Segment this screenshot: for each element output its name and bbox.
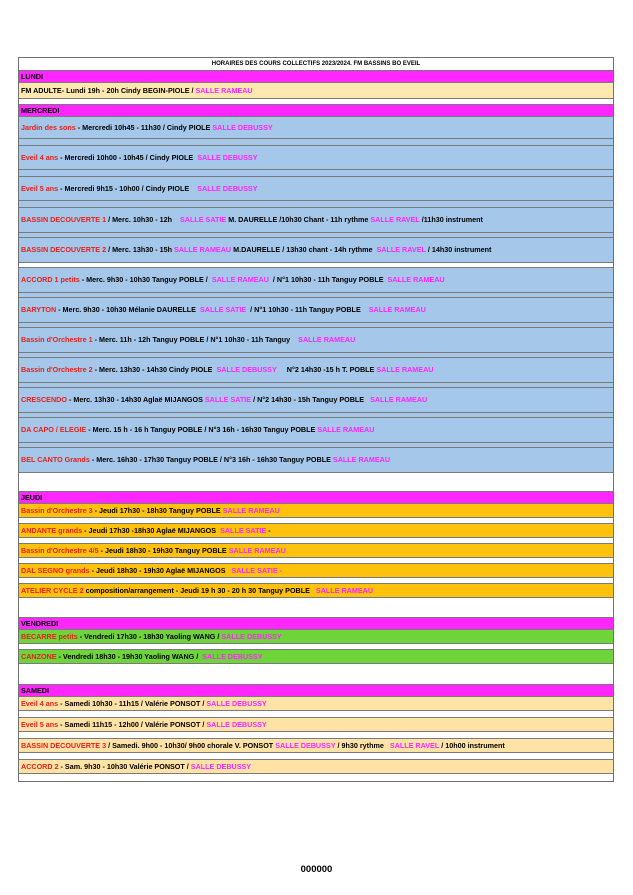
course-details: M.DAURELLE / 13h30 chant - 14h rythme: [233, 245, 373, 255]
course-name: BECARRE petits: [21, 631, 78, 641]
course-details: - Mercredi 9h15 - 10h00 / Cindy PIOLE: [60, 183, 190, 193]
room-label: SALLE RAMEAU: [174, 245, 232, 255]
schedule-table: [18, 57, 614, 782]
room-label: SALLE DEBUSSY: [212, 122, 273, 132]
spacer-row: [19, 473, 613, 492]
course-details: - Mercredi 10h45 - 11h30 / Cindy PIOLE: [77, 122, 211, 132]
day-label: SAMEDI: [21, 685, 49, 695]
course-name: Eveil 4 ans: [21, 152, 59, 162]
spacer-row: [19, 774, 613, 781]
course-row-andante-grands: [19, 524, 613, 538]
course-row-bassin-decouverte-2: [19, 238, 613, 263]
room-label: SALLE SATIE: [204, 395, 252, 405]
course-name: BASSIN DECOUVERTE 2: [21, 245, 107, 255]
course-name: BARYTON: [21, 305, 57, 315]
course-details: - Samedi 10h30 - 11h15 / Valérie PONSOT /: [60, 698, 205, 708]
day-label: LUNDI: [21, 71, 43, 81]
course-row-atelier-cycle-2: [19, 584, 613, 598]
course-row-bassin-orchestre-3: [19, 504, 613, 518]
spacer-row: [19, 201, 613, 208]
room-label: SALLE DEBUSSY: [206, 719, 267, 729]
day-label: VENDREDI: [21, 618, 59, 628]
room-label: SALLE DEBUSSY: [221, 631, 282, 641]
course-details: / N°1 10h30 - 11h Tanguy POBLE: [250, 305, 361, 315]
room-label: SALLE DEBUSSY: [216, 365, 277, 375]
course-row-canzone: [19, 650, 613, 664]
course-name: Bassin d'Orchestre 1: [21, 335, 93, 345]
course-name: DA CAPO / ELEGIE: [21, 425, 87, 435]
spacer-row: [19, 664, 613, 685]
day-header-mercredi: [19, 105, 613, 117]
course-name: Eveil 4 ans: [21, 698, 59, 708]
course-name: Bassin d'Orchestre 3: [21, 505, 93, 515]
course-details: - Merc. 13h30 - 14h30 Cindy PIOLE: [94, 365, 213, 375]
room-label: SALLE DEBUSSY: [206, 698, 267, 708]
course-name: ACCORD 2: [21, 761, 59, 771]
course-name: FM ADULTE: [21, 85, 62, 95]
course-name: Bassin d'Orchestre 4/5: [21, 545, 99, 555]
course-details: / Merc. 13h30 - 15h: [108, 245, 172, 255]
course-row-bassin-decouverte-1: [19, 208, 613, 233]
course-row-samedi-eveil-5-ans: [19, 718, 613, 732]
course-details: - Jeudi 17h30 - 18h30 Tanguy POBLE: [94, 505, 221, 515]
room-label: SALLE RAMEAU: [211, 275, 269, 285]
course-details: - Vendredi 18h30 - 19h30 Yaoling WANG /: [58, 651, 199, 661]
course-row-bel-canto-grands: [19, 448, 613, 473]
course-details: - Merc. 9h30 - 10h30 Tanguy POBLE /: [81, 275, 208, 285]
room-label: SALLE SATIE: [180, 215, 227, 225]
course-details: / N°2 14h30 - 15h Tanguy POBLE: [253, 395, 365, 405]
day-header-lundi: [19, 71, 613, 83]
room-label: SALLE RAMEAU: [315, 585, 374, 595]
room-label: SALLE RAMEAU: [298, 335, 356, 345]
course-name: ATELIER CYCLE 2: [21, 585, 84, 595]
room-label: SALLE SATIE -: [231, 565, 283, 575]
room-label: SALLE RAVEL: [370, 215, 420, 225]
course-details: / Merc. 10h30 - 12h: [108, 215, 172, 225]
course-details: - Samedi 11h15 - 12h00 / Valérie PONSOT /: [60, 719, 205, 729]
table-title-text: HORAIRES DES COURS COLLECTIFS 2023/2024. FM BASSINS BO EVEIL: [211, 61, 421, 67]
course-details: / N°1 10h30 - 11h Tanguy POBLE: [272, 275, 384, 285]
course-details: - Merc. 15 h - 16 h Tanguy POBLE / N°3 16h - 16h30 Tanguy POBLE: [88, 425, 316, 435]
spacer-row: [19, 732, 613, 739]
course-row-samedi-eveil-4-ans: [19, 697, 613, 711]
room-label: SALLE DEBUSSY: [202, 651, 263, 661]
room-label: SALLE RAMEAU: [370, 395, 428, 405]
course-details: - Merc. 13h30 - 14h30 Aglaë MIJANGOS: [68, 395, 203, 405]
course-details: - Merc. 11h - 12h Tanguy POBLE / N°1 10h30 - 11h Tanguy: [94, 335, 291, 345]
spacer-row: [19, 139, 613, 146]
day-header-vendredi: [19, 618, 613, 630]
course-details: - Vendredi 17h30 - 18h30 Yaoling WANG /: [79, 631, 220, 641]
course-details: - Jeudi 18h30 - 19h30 Tanguy POBLE: [100, 545, 227, 555]
course-details: M. DAURELLE /10h30 Chant - 11h rythme: [228, 215, 369, 225]
course-row-crescendo: [19, 388, 613, 413]
course-row-eveil-4-ans: [19, 146, 613, 170]
course-details: - Merc. 16h30 - 17h30 Tanguy POBLE / N°3 16h - 16h30 Tanguy POBLE: [91, 455, 331, 465]
spacer-row: [19, 170, 613, 177]
day-label: MERCREDI: [21, 105, 60, 115]
course-details: /11h30 instrument: [421, 215, 483, 225]
course-details: N°2 14h30 -15 h T. POBLE: [286, 365, 375, 375]
spacer-row: [19, 598, 613, 618]
course-name: Eveil 5 ans: [21, 719, 59, 729]
room-label: SALLE DEBUSSY: [197, 152, 258, 162]
course-row-jardin-des-sons: [19, 117, 613, 139]
course-row-fm-adulte: [19, 83, 613, 99]
course-details: / Samedi. 9h00 - 10h30/ 9h00 chorale V. PONSOT: [108, 740, 274, 750]
room-label: SALLE RAVEL: [376, 245, 426, 255]
room-label: SALLE RAMEAU: [332, 455, 391, 465]
course-name: DAL SEGNO grands: [21, 565, 90, 575]
room-label: SALLE DEBUSSY: [190, 761, 252, 771]
day-label: JEUDI: [21, 492, 43, 502]
room-label: SALLE SATIE: [199, 305, 247, 315]
room-label: SALLE RAMEAU: [376, 365, 434, 375]
course-details: composition/arrangement - Jeudi 19 h 30 - 20 h 30 Tanguy POBLE: [85, 585, 310, 595]
course-name: BEL CANTO Grands: [21, 455, 90, 465]
course-name: ANDANTE grands: [21, 525, 83, 535]
course-details: - Sam. 9h30 - 10h30 Valérie PONSOT /: [60, 761, 189, 771]
room-label: SALLE DEBUSSY: [275, 740, 336, 750]
course-name: CRESCENDO: [21, 395, 67, 405]
room-label: SALLE DEBUSSY: [197, 183, 258, 193]
course-details: - Jeudi 18h30 - 19h30 Aglaë MIJANGOS: [91, 565, 226, 575]
course-name: BASSIN DECOUVERTE 3: [21, 740, 107, 750]
course-details: - Mercredi 10h00 - 10h45 / Cindy PIOLE: [60, 152, 194, 162]
course-details: / 14h30 instrument: [427, 245, 492, 255]
page-footer-number: 000000: [300, 864, 333, 875]
course-details: / 10h00 instrument: [441, 740, 505, 750]
course-row-accord-2: [19, 760, 613, 774]
room-label: SALLE RAVEL: [389, 740, 440, 750]
course-details: - Lundi 19h - 20h Cindy BEGIN-PIOLE /: [61, 85, 194, 95]
course-row-bassin-orchestre-4-5: [19, 544, 613, 558]
course-row-accord-1-petits: [19, 268, 613, 293]
course-details: - Merc. 9h30 - 10h30 Mélanie DAURELLE: [58, 305, 196, 315]
course-name: ACCORD 1 petits: [21, 275, 80, 285]
room-label: SALLE RAMEAU: [228, 545, 286, 555]
course-row-bassin-decouverte-3: [19, 739, 613, 753]
course-row-becarre-petits: [19, 630, 613, 644]
course-name: CANZONE: [21, 651, 57, 661]
room-label: SALLE RAMEAU: [317, 425, 375, 435]
course-row-baryton: [19, 298, 613, 323]
room-label: SALLE RAMEAU: [195, 85, 253, 95]
room-label: SALLE RAMEAU: [222, 505, 280, 515]
room-label: SALLE RAMEAU: [387, 275, 445, 285]
course-details: -: [268, 525, 271, 535]
course-name: Bassin d'Orchestre 2: [21, 365, 93, 375]
room-label: SALLE SATIE: [220, 525, 267, 535]
course-details: - Jeudi 17h30 -18h30 Aglaë MIJANGOS: [84, 525, 217, 535]
room-label: SALLE RAMEAU: [368, 305, 426, 315]
course-details: / 9h30 rythme: [337, 740, 384, 750]
day-header-jeudi: [19, 492, 613, 504]
spacer-row: [19, 711, 613, 718]
spacer-row: [19, 753, 613, 760]
table-title: [19, 58, 613, 71]
course-row-eveil-5-ans: [19, 177, 613, 201]
course-row-dal-segno-grands: [19, 564, 613, 578]
course-name: Jardin des sons: [21, 122, 76, 132]
course-name: Eveil 5 ans: [21, 183, 59, 193]
course-row-bassin-orchestre-2: [19, 358, 613, 383]
course-name: BASSIN DECOUVERTE 1: [21, 215, 107, 225]
day-header-samedi: [19, 685, 613, 697]
course-row-bassin-orchestre-1: [19, 328, 613, 353]
course-row-da-capo-elegie: [19, 418, 613, 443]
